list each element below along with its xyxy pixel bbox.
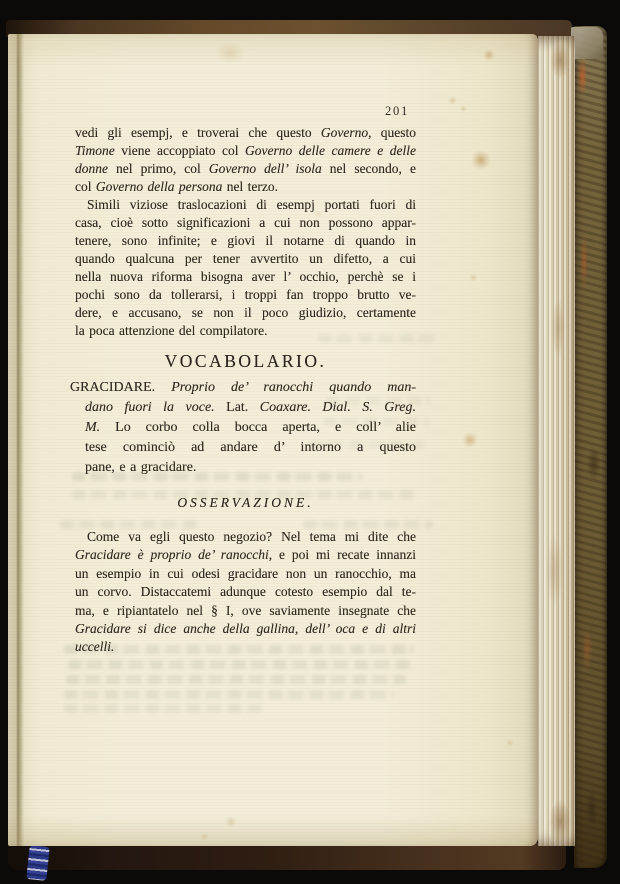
cover-corner-wear <box>571 27 603 59</box>
foxing-stain <box>471 150 491 170</box>
text-line: un corvo. Distaccatemi adunque cotesto esempio dal te- <box>75 584 416 600</box>
book-bottom-board-edge <box>8 843 566 870</box>
foxing-stain <box>215 42 245 64</box>
text-line: tese cominciò ad andare d’ intorno a questo <box>85 440 416 455</box>
text-line: Come va egli questo negozio? Nel tema mi dite che <box>87 529 416 544</box>
text-line: vedi gli esempj, e troverai che questo Governo, questo <box>75 125 417 140</box>
show-through-text <box>68 660 413 669</box>
dictionary-entry-gracidare <box>70 378 416 478</box>
foxing-stain <box>469 273 478 282</box>
text-line: Simili viziose traslocazioni di esempj portati fuori di <box>87 197 416 212</box>
foxing-stain <box>448 96 457 105</box>
text-line: un esempio in cui odesi gracidare non un ranocchio, ma <box>75 565 416 581</box>
vocabolario-heading: VOCABOLARIO. <box>164 351 327 371</box>
text-column <box>70 124 417 657</box>
text-line: Timone viene accoppiato col Governo delle camere e delle <box>75 143 416 158</box>
text-line: la poca attenzione del compilatore. <box>75 323 268 338</box>
text-line: casa, cioè sotto significazioni a cui non possono appar- <box>75 215 416 230</box>
show-through-text <box>66 675 406 684</box>
text-line: tenere, sono infinite; e giovi il notarne di quando in <box>75 233 416 248</box>
foxing-stain <box>225 816 237 828</box>
text-line: dere, e accusano, se non il poco giudizio, certamente <box>75 305 416 320</box>
text-line: quando qualcuna per tener avvertito un difetto, a cui <box>75 251 416 266</box>
text-line: uccelli. <box>75 639 115 655</box>
show-through-text <box>64 704 264 713</box>
text-line: donne nel primo, col Governo dell’ isola nel secondo, e <box>75 161 416 176</box>
text-line: dano fuori la voce. Lat. Coaxare. Dial. S. Greg. <box>85 400 417 415</box>
book-page <box>8 34 538 846</box>
foxing-stain <box>460 105 467 112</box>
marbled-cover-board <box>574 26 607 868</box>
foxing-stain <box>506 739 514 747</box>
text-line: pochi sono da tollerarsi, i troppi fan troppo brutto ve- <box>75 287 416 302</box>
paragraph-simili <box>75 196 416 340</box>
text-line: Gracidare è proprio de’ ranocchi, e poi mi recate innanzi <box>75 547 417 563</box>
page-number: 201 <box>385 104 410 118</box>
foxing-stain <box>483 49 495 61</box>
text-line: GRACIDARE. Proprio de’ ranocchi quando man- <box>70 380 416 395</box>
foxing-stain <box>462 432 478 448</box>
text-line: nella nuova riforma bisogna aver l’ occhio, perchè se i <box>75 269 416 284</box>
paragraph-continuation <box>75 124 416 196</box>
text-line: pane, e a gracidare. <box>85 460 197 475</box>
text-line: Gracidare si dice anche della gallina, dell’ oca e di altri <box>75 621 416 637</box>
text-line: M. Lo corbo colla bocca aperta, e coll’ alie <box>85 420 416 435</box>
blue-endband <box>26 845 49 881</box>
show-through-text <box>64 690 394 699</box>
text-line: col Governo della persona nel terzo. <box>75 179 278 194</box>
osservazione-heading: OSSERVAZIONE. <box>177 495 314 510</box>
foxing-stain <box>200 832 209 841</box>
observation-paragraph <box>75 528 416 657</box>
page-stack-fore-edge <box>538 36 575 846</box>
text-line: ma, e ripiantatelo nel § I, ove saviamente insegnate che <box>75 602 416 618</box>
